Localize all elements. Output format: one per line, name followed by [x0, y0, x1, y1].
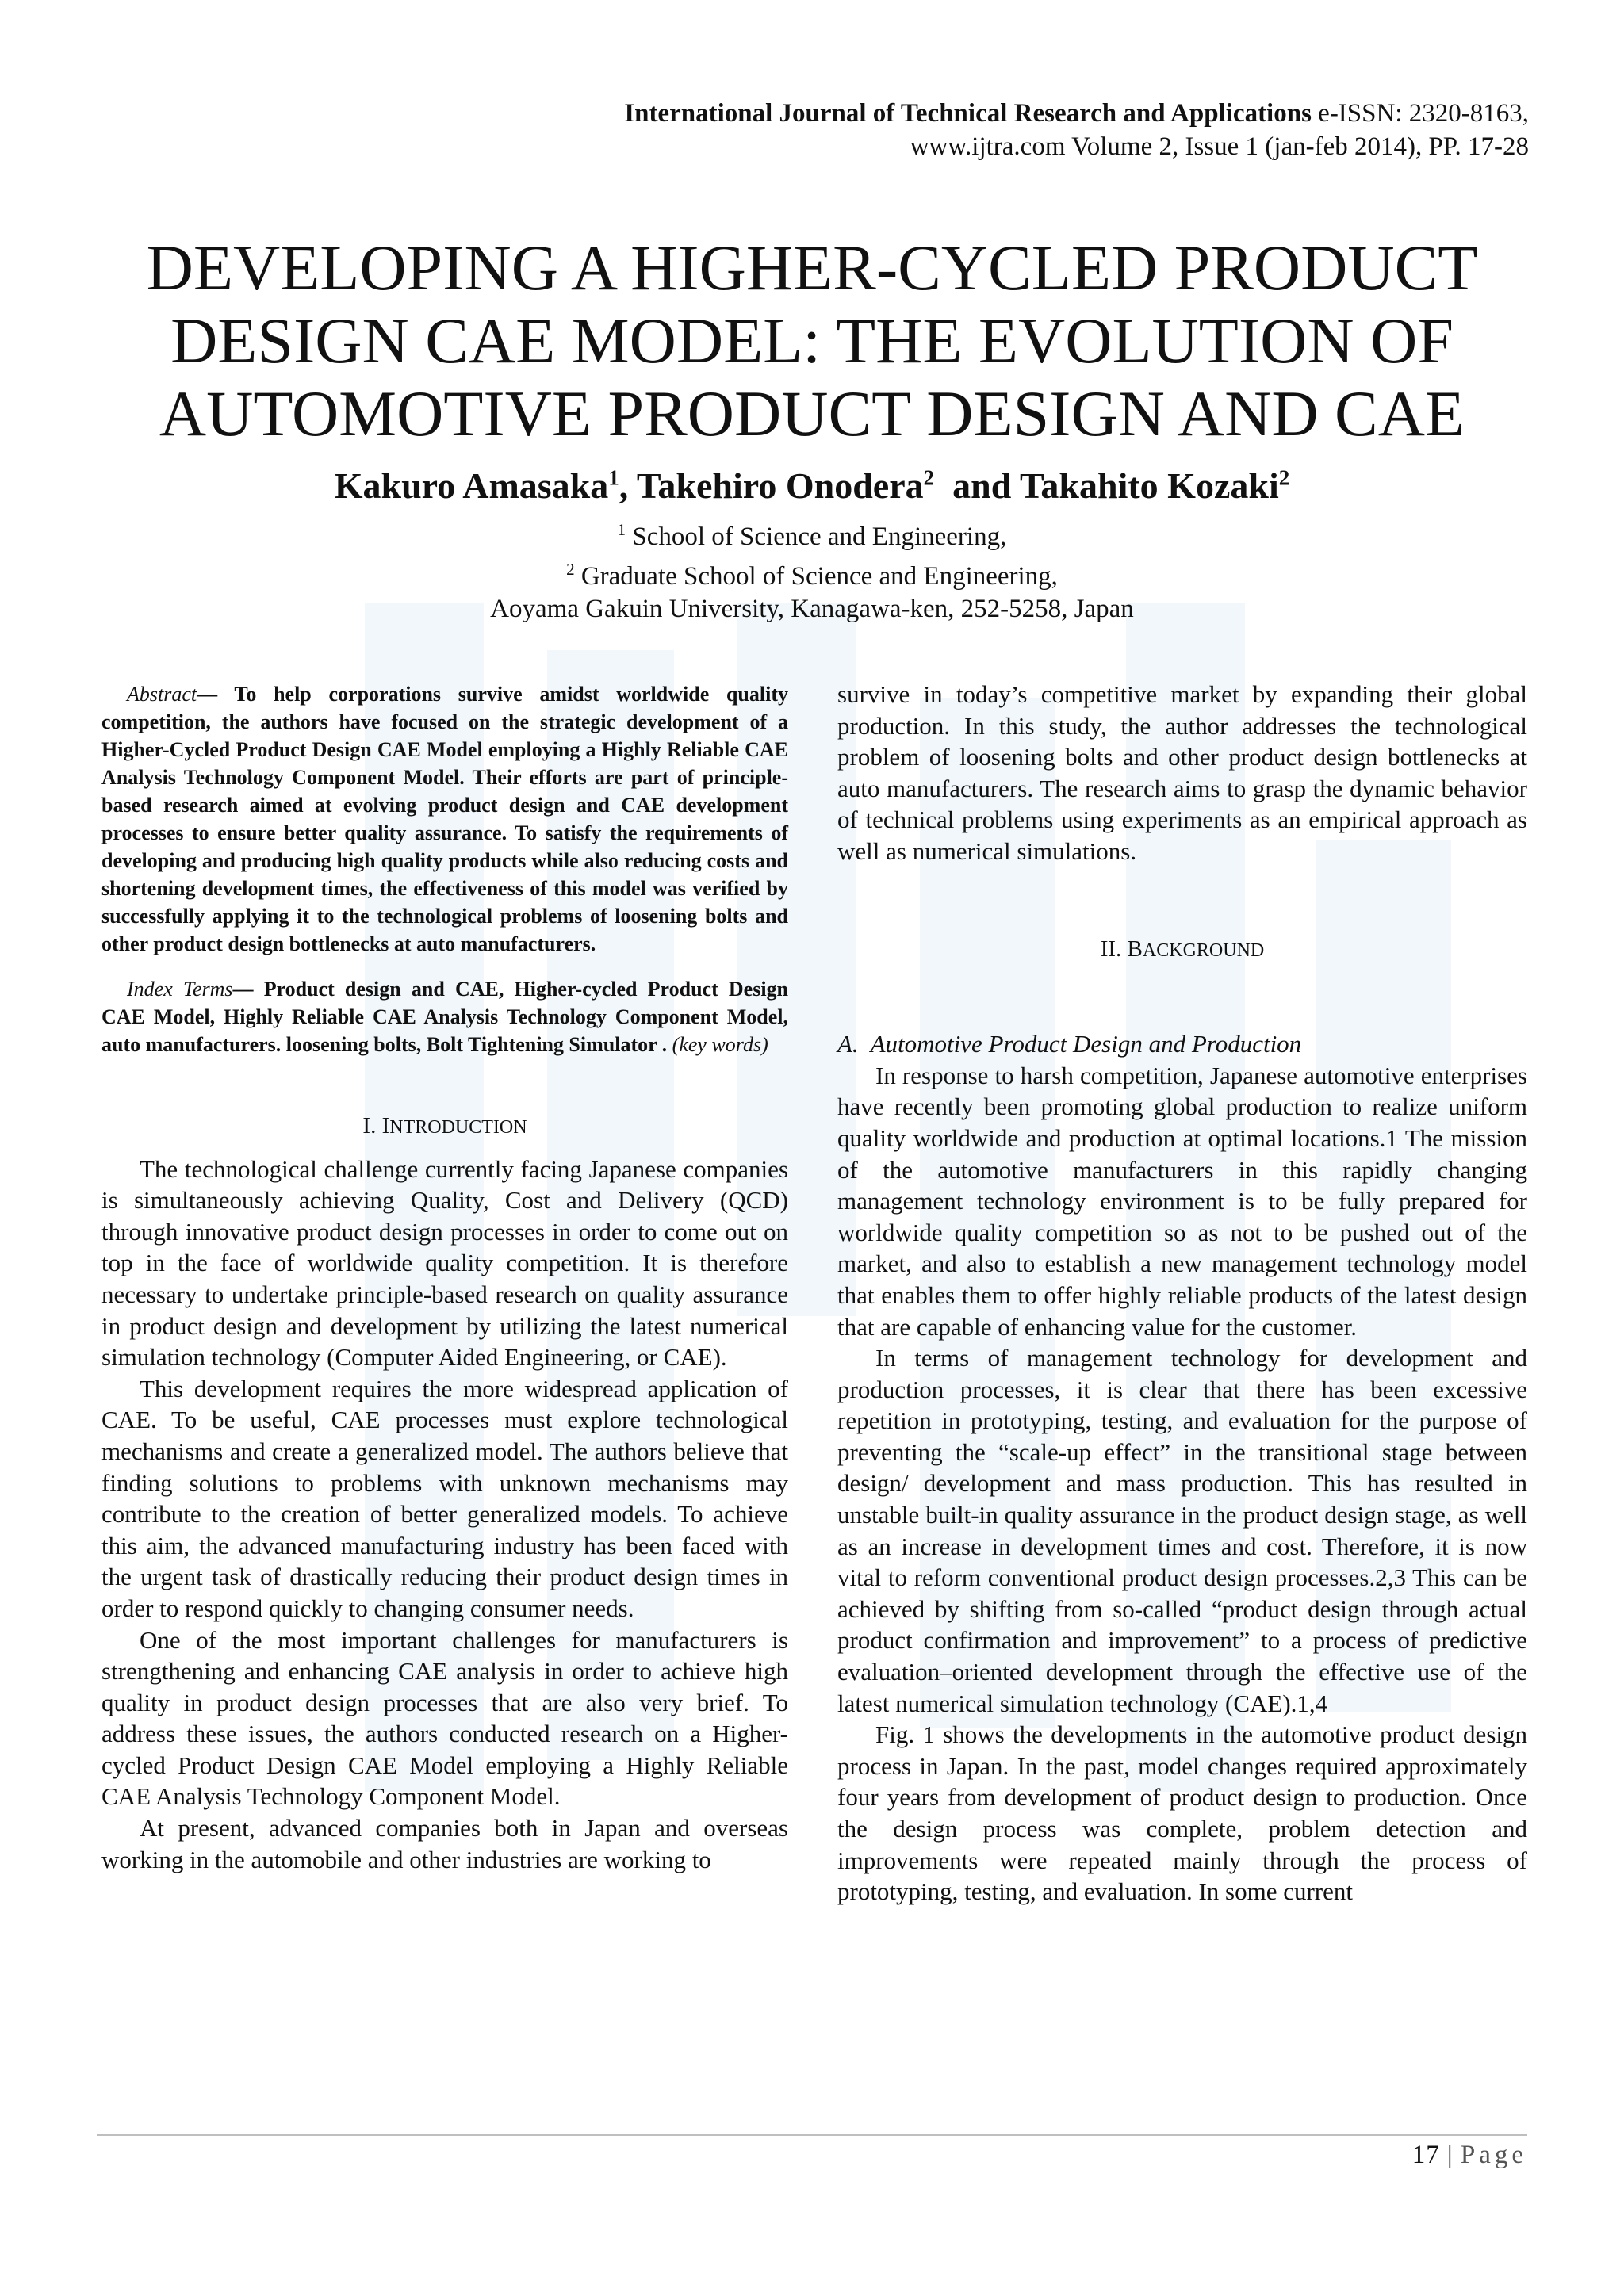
- author-list: [95, 465, 1529, 507]
- affil-2-mark: 2: [566, 560, 575, 579]
- left-column: [102, 680, 788, 1875]
- index-terms: [102, 975, 788, 1058]
- paragraph: This development requires the more widespread application of CAE. To be useful, CAE processes must explore technological mechanisms and create a generalized model. The authors believe that finding solutions to problems with unknown mechanisms may contribute to the creation of better generalized models. To achieve this aim, the advanced manufacturing industry has been faced with the urgent task of drastically reducing their product design times in order to respond quickly to changing consumer needs.: [102, 1374, 788, 1622]
- author-1: Kakuro Amasaka: [334, 465, 609, 506]
- page-number: 17: [1411, 2141, 1440, 2169]
- footer-separator: |: [1439, 2141, 1461, 2169]
- paragraph: The technological challenge currently facing Japanese companies is simultaneously achieving Quality, Cost and Delivery (QCD) through innovative product design processes in order to come out on top in the face of worldwide quality competition. It is therefore necessary to undertake principle-based research on quality assurance in product design and development by utilizing the latest numerical simulation technology (Computer Aided Engineering, or CAE).: [102, 1154, 788, 1372]
- journal-issn: e-ISSN: 2320-8163,: [1311, 99, 1529, 128]
- section-background-text: ACKGROUND: [1142, 939, 1265, 961]
- paragraph-continued: survive in today’s competitive market by expanding their global production. In this study, the author addresses the technological problem of loosening bolts and other product design bottlenecks at auto manufacturers. The research aims to grasp the dynamic behavior of technical problems using experiments as an empirical approach as well as numerical simulations.: [837, 680, 1527, 865]
- affil-1-mark: 1: [617, 520, 626, 539]
- author-3: and Takahito Kozaki: [934, 465, 1279, 506]
- title-line-3: AUTOMOTIVE PRODUCT DESIGN AND CAE: [159, 377, 1465, 450]
- right-column: [837, 679, 1527, 1908]
- journal-volume: www.ijtra.com Volume 2, Issue 1 (jan-feb 2014), PP. 17-28: [910, 132, 1529, 161]
- index-terms-body: — Product design and CAE, Higher-cycled Product Design CAE Model, Highly Reliable CAE Analysis Technology Component Model, auto manufacturers. loosening bolts, Bolt Tightening Simulator .: [102, 978, 788, 1056]
- paper-title: [95, 232, 1529, 450]
- subsection-heading: A. Automotive Product Design and Production: [837, 1030, 1302, 1058]
- paragraph: One of the most important challenges for manufacturers is strengthening and enhancing CAE analysis in order to achieve high quality in product design processes that are also very brief. To address these issues, the authors conducted research on a Higher-cycled Product Design CAE Model employing a Highly Reliable CAE Analysis Technology Component Model.: [102, 1625, 788, 1811]
- title-line-2: DESIGN CAE MODEL: THE EVOLUTION OF: [170, 304, 1454, 377]
- author-2-affil: 2: [923, 465, 935, 490]
- running-header: [624, 97, 1529, 163]
- page-footer: [1412, 2141, 1527, 2170]
- author-2: , Takehiro Onodera: [619, 465, 924, 506]
- abstract-lead: Abstract: [127, 683, 197, 706]
- section-introduction-text: NTRODUCTION: [389, 1117, 527, 1138]
- affiliations: [95, 514, 1529, 626]
- abstract: [102, 680, 788, 958]
- paragraph: Fig. 1 shows the developments in the automotive product design process in Japan. In the past, model changes required approximately four years from development of product design to production. Once the design process was complete, problem detection and improvements were repeated mainly through the process of prototyping, testing, and evaluation. In some current: [837, 1720, 1527, 1906]
- author-1-affil: 1: [608, 465, 619, 490]
- affil-3: Aoyama Gakuin University, Kanagawa-ken, 252-5258, Japan: [490, 595, 1134, 623]
- paragraph: In terms of management technology for development and production processes, it is clear that there has been excessive repetition in prototyping, testing, and evaluation for the purpose of preventing the “scale-up effect” in the transitional stage between design/ development and mass production. This has resulted in unstable built-in quality assurance in the product design stage, as well as an increase in development times and cost. Therefore, it is now vital to reform conventional product design processes.2,3 This can be achieved by shifting from so-called “product design through actual product confirmation and improvement” to a process of predictive evaluation–oriented development through the effective use of the latest numerical simulation technology (CAE).1,4: [837, 1344, 1527, 1717]
- title-line-1: DEVELOPING A HIGHER-CYCLED PRODUCT: [146, 232, 1478, 304]
- affil-1: School of Science and Engineering,: [626, 522, 1007, 551]
- section-introduction-num: I. I: [362, 1113, 390, 1138]
- section-heading-introduction: [102, 1111, 788, 1144]
- index-terms-lead: Index Terms: [127, 978, 233, 1001]
- page-label: Page: [1460, 2141, 1527, 2169]
- index-terms-kw: (key words): [672, 1033, 768, 1056]
- affil-2: Graduate School of Science and Engineering,: [574, 562, 1058, 591]
- section-heading-background: [837, 934, 1527, 967]
- paragraph: In response to harsh competition, Japanese automotive enterprises have recently been promoting global production to realize uniform quality worldwide and production at optimal locations.1 The mission of the automotive manufacturers in this rapidly changing management technology environment is to be fully prepared for worldwide quality competition so as not to be pushed out of the market, and also to establish a new management technology model that enables them to offer highly reliable products of the latest design that are capable of enhancing value for the customer.: [837, 1061, 1527, 1341]
- paragraph: At present, advanced companies both in Japan and overseas working in the automobile and other industries are working to: [102, 1814, 788, 1873]
- abstract-body: — To help corporations survive amidst worldwide quality competition, the authors have focused on the strategic development of a Higher-Cycled Product Design CAE Model employing a Highly Reliable CAE Analysis Technology Component Model. Their efforts are part of principle-based research aimed at evolving product design and CAE development processes to ensure better quality assurance. To satisfy the requirements of developing and producing high quality products while also reducing costs and shortening development times, the effectiveness of this model was verified by successfully applying it to the technological problems of loosening bolts and other product design bottlenecks at auto manufacturers.: [102, 683, 788, 955]
- journal-name: International Journal of Technical Research and Applications: [624, 99, 1312, 128]
- author-3-affil: 2: [1278, 465, 1290, 490]
- section-background-num: II. B: [1100, 936, 1143, 962]
- footer-divider: [97, 2134, 1527, 2136]
